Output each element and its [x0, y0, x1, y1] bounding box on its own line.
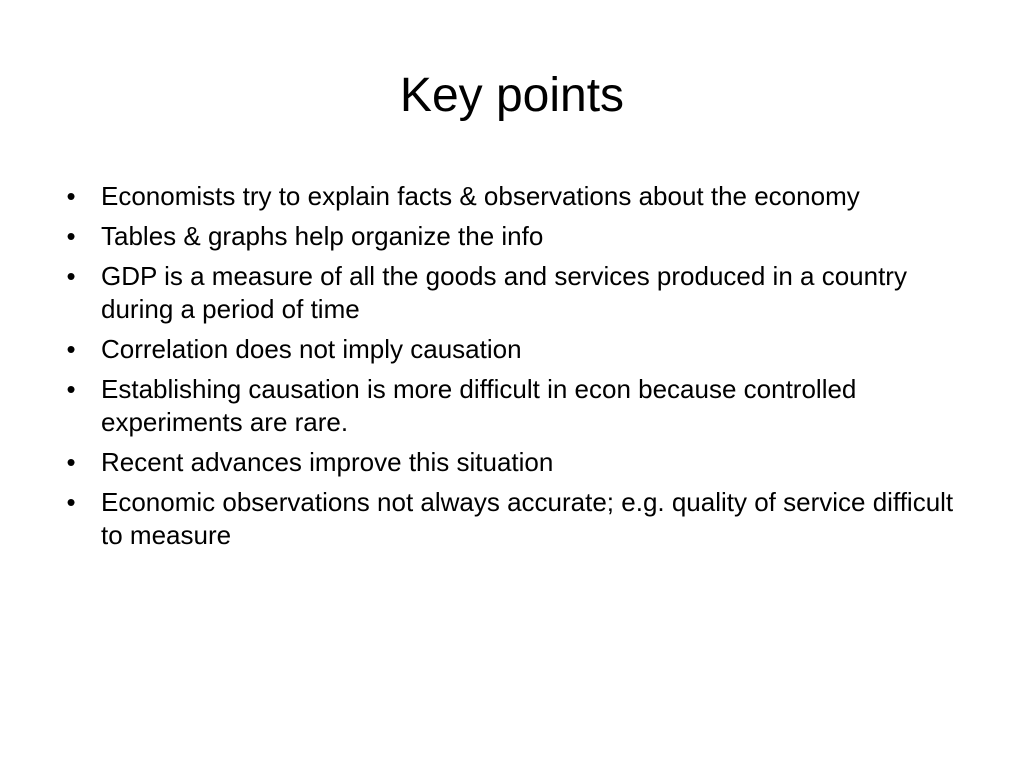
bullet-item	[56, 446, 956, 479]
bullet-text: Correlation does not imply causation	[101, 334, 522, 364]
bullet-item	[56, 486, 956, 552]
bullet-icon: •	[66, 374, 76, 404]
bullet-text: Tables & graphs help organize the info	[101, 221, 544, 251]
bullet-icon: •	[66, 487, 76, 517]
bullet-icon: •	[66, 221, 76, 251]
bullet-icon: •	[66, 334, 76, 364]
bullet-item	[56, 260, 956, 326]
bullet-text: Recent advances improve this situation	[101, 447, 554, 477]
bullet-list	[56, 180, 956, 559]
bullet-item	[56, 180, 956, 213]
bullet-item	[56, 373, 956, 439]
bullet-item	[56, 333, 956, 366]
bullet-icon: •	[66, 447, 76, 477]
bullet-icon: •	[66, 181, 76, 211]
bullet-item	[56, 220, 956, 253]
bullet-text: Economists try to explain facts & observations about the economy	[101, 181, 860, 211]
bullet-text: Economic observations not always accurate; e.g. quality of service difficult to measure	[101, 487, 954, 550]
slide-title: Key points	[399, 69, 625, 122]
bullet-text: GDP is a measure of all the goods and services produced in a country during a period of time	[101, 261, 907, 324]
bullet-icon: •	[66, 261, 76, 291]
bullet-text: Establishing causation is more difficult in econ because controlled experiments are rare.	[101, 374, 857, 437]
